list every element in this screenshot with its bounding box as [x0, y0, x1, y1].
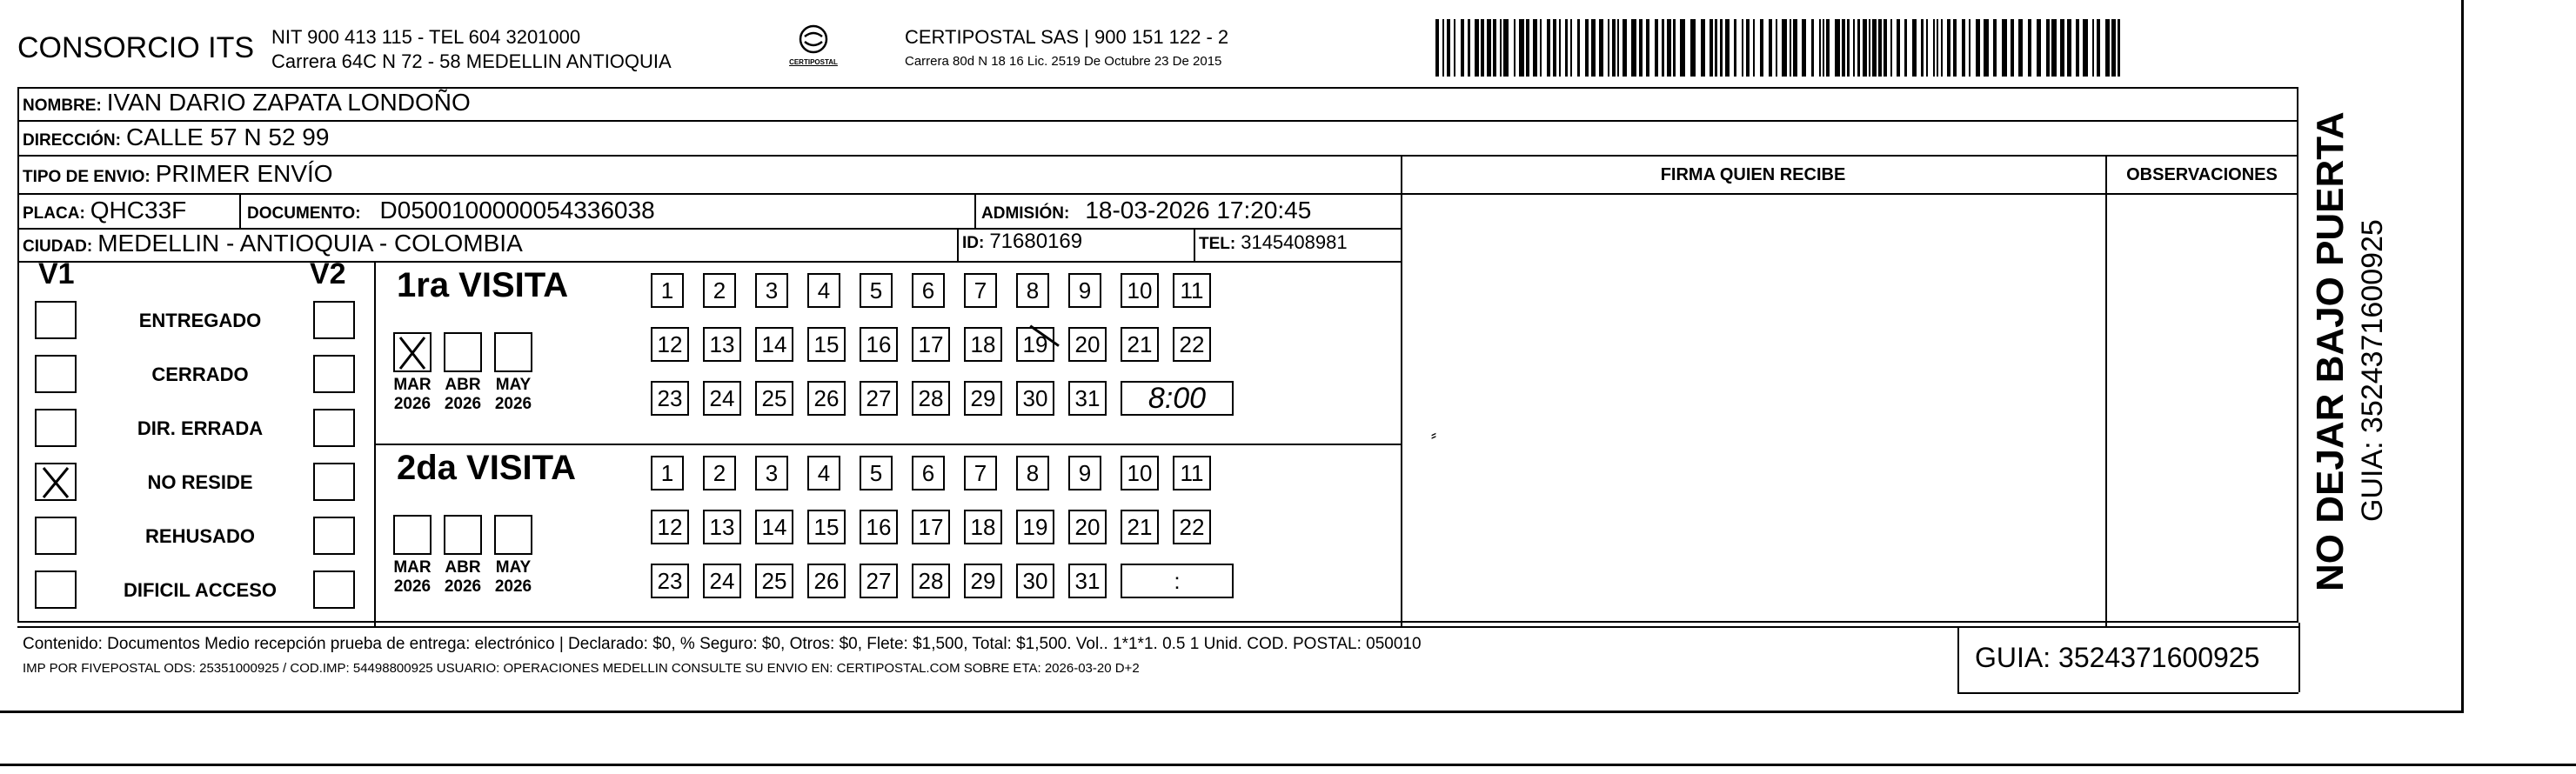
- tel-value: 3145408981: [1241, 231, 1348, 253]
- firma-header: FIRMA QUIEN RECIBE: [1660, 165, 1846, 184]
- day-box[interactable]: 3: [755, 273, 788, 308]
- month-year-label: [437, 376, 489, 414]
- signature-mark: ⸗: [1431, 426, 1436, 444]
- footer-contenido: Contenido: Documentos Medio recepción prueba de entrega: electrónico | Declarado: $0, % Seguro: $0, Otros: $0, Flete: $1,500, Total: $1,500. Vol.. 1*1*1. 0.5 1 Unid. COD. POSTAL: 050010: [23, 635, 1422, 653]
- placa-value: QHC33F: [90, 197, 187, 224]
- day-box[interactable]: 18: [964, 510, 1002, 544]
- v1-checkbox[interactable]: [35, 355, 77, 393]
- month-label: ABR: [445, 376, 481, 394]
- direccion-label: DIRECCIÓN:: [23, 131, 121, 150]
- day-box[interactable]: 5: [860, 456, 893, 490]
- carrier-line: CERTIPOSTAL SAS | 900 151 122 - 2: [905, 26, 1229, 48]
- status-label: REHUSADO: [145, 525, 255, 547]
- status-label: NO RESIDE: [147, 471, 253, 493]
- day-box[interactable]: 22: [1173, 510, 1211, 544]
- day-box[interactable]: 8: [1016, 456, 1049, 490]
- check-mark-icon: [395, 334, 430, 370]
- day-box[interactable]: 2: [703, 273, 736, 308]
- day-box[interactable]: 29: [964, 381, 1002, 416]
- month-year-label: [437, 558, 489, 597]
- tel-row: [1199, 231, 1348, 254]
- v1-label: V1: [38, 257, 75, 290]
- day-box[interactable]: 11: [1173, 456, 1211, 490]
- ciudad-row: [23, 230, 523, 257]
- day-box[interactable]: 19: [1016, 510, 1054, 544]
- day-box[interactable]: 8: [1016, 273, 1049, 308]
- direccion-value: CALLE 57 N 52 99: [125, 123, 330, 150]
- admision-row: [981, 197, 1311, 224]
- month-label: MAR: [393, 376, 432, 394]
- day-box[interactable]: 1: [651, 456, 684, 490]
- day-box[interactable]: 28: [912, 381, 950, 416]
- footer-guia: GUIA: 3524371600925: [1975, 642, 2260, 673]
- day-box[interactable]: 4: [807, 456, 840, 490]
- day-box[interactable]: 4: [807, 273, 840, 308]
- v2-label: V2: [310, 257, 346, 290]
- day-box[interactable]: 26: [807, 564, 846, 598]
- carrier-address: Carrera 80d N 18 16 Lic. 2519 De Octubre 23 De 2015: [905, 54, 1222, 69]
- year-label: 2026: [444, 395, 482, 413]
- day-box[interactable]: 30: [1016, 381, 1054, 416]
- day-box[interactable]: 14: [755, 327, 793, 362]
- day-box[interactable]: 21: [1121, 510, 1159, 544]
- v2-checkbox[interactable]: [313, 301, 355, 339]
- tel-label: TEL:: [1199, 235, 1236, 253]
- documento-label: DOCUMENTO:: [247, 204, 361, 223]
- month-year-label: [487, 376, 539, 414]
- day-box[interactable]: 29: [964, 564, 1002, 598]
- barcode: [1435, 19, 2131, 80]
- id-value: 71680169: [989, 230, 1083, 253]
- check-mark-icon: [37, 464, 75, 499]
- time-box[interactable]: :: [1121, 564, 1234, 598]
- day-box[interactable]: 1: [651, 273, 684, 308]
- day-box[interactable]: 16: [860, 510, 898, 544]
- placa-label: PLACA:: [23, 204, 85, 223]
- day-box[interactable]: 10: [1121, 273, 1159, 308]
- year-label: 2026: [393, 395, 432, 413]
- day-box[interactable]: 21: [1121, 327, 1159, 362]
- day-box[interactable]: 25: [755, 564, 793, 598]
- month-checkbox[interactable]: [393, 332, 432, 372]
- tipo-value: PRIMER ENVÍO: [155, 160, 333, 187]
- day-box[interactable]: 7: [964, 456, 997, 490]
- month-checkbox[interactable]: [444, 332, 482, 372]
- day-box[interactable]: 14: [755, 510, 793, 544]
- day-box[interactable]: 13: [703, 510, 741, 544]
- day-box[interactable]: 12: [651, 327, 689, 362]
- day-box[interactable]: 20: [1068, 327, 1107, 362]
- v2-checkbox[interactable]: [313, 570, 355, 609]
- day-box[interactable]: 5: [860, 273, 893, 308]
- day-box[interactable]: 23: [651, 564, 689, 598]
- day-box[interactable]: 6: [912, 456, 945, 490]
- day-strike-icon: [1014, 325, 1060, 369]
- day-box[interactable]: 10: [1121, 456, 1159, 490]
- day-box[interactable]: 30: [1016, 564, 1054, 598]
- day-box[interactable]: 16: [860, 327, 898, 362]
- month-year-label: [386, 376, 438, 414]
- day-box[interactable]: 12: [651, 510, 689, 544]
- day-box[interactable]: 28: [912, 564, 950, 598]
- day-box[interactable]: 15: [807, 510, 846, 544]
- day-box[interactable]: 31: [1068, 564, 1107, 598]
- v2-checkbox[interactable]: [313, 463, 355, 501]
- day-box[interactable]: 22: [1173, 327, 1211, 362]
- placa-row: [23, 197, 186, 224]
- side-guia: GUIA: 3524371600925: [2356, 219, 2389, 522]
- certipostal-logo: [787, 24, 840, 66]
- month-label: MAY: [495, 558, 532, 577]
- nombre-row: [23, 89, 471, 117]
- year-label: 2026: [393, 577, 432, 596]
- status-label: DIR. ERRADA: [137, 417, 264, 439]
- day-box[interactable]: 24: [703, 564, 741, 598]
- day-box[interactable]: 18: [964, 327, 1002, 362]
- day-box[interactable]: 26: [807, 381, 846, 416]
- day-box[interactable]: 17: [912, 510, 950, 544]
- status-label: ENTREGADO: [138, 310, 262, 331]
- v1-checkbox[interactable]: [35, 301, 77, 339]
- day-box[interactable]: 3: [755, 456, 788, 490]
- v2-checkbox[interactable]: [313, 355, 355, 393]
- v1-checkbox[interactable]: [35, 409, 77, 447]
- v1-checkbox[interactable]: [35, 517, 77, 555]
- year-label: 2026: [494, 395, 532, 413]
- tipo-label: TIPO DE ENVIO:: [23, 168, 151, 186]
- day-box[interactable]: 24: [703, 381, 741, 416]
- month-year-label: [386, 558, 438, 597]
- month-checkbox[interactable]: [444, 515, 482, 555]
- day-box[interactable]: 27: [860, 564, 898, 598]
- admision-value: 18-03-2026 17:20:45: [1085, 197, 1312, 224]
- day-box[interactable]: 31: [1068, 381, 1107, 416]
- day-box[interactable]: 20: [1068, 510, 1107, 544]
- id-row: [962, 230, 1082, 254]
- visit1-title: 1ra VISITA: [397, 266, 569, 304]
- month-checkbox[interactable]: [494, 332, 532, 372]
- company-address: Carrera 64C N 72 - 58 MEDELLIN ANTIOQUIA: [271, 50, 672, 72]
- ciudad-label: CIUDAD:: [23, 237, 93, 256]
- day-box[interactable]: 9: [1068, 456, 1101, 490]
- observaciones-header: OBSERVACIONES: [2126, 165, 2278, 184]
- documento-value: D0500100000054336038: [379, 197, 655, 224]
- day-box[interactable]: 11: [1173, 273, 1211, 308]
- logo-text: CERTIPOSTAL: [789, 58, 838, 66]
- documento-row: [247, 197, 655, 224]
- logo-icon: [794, 24, 833, 54]
- month-label: MAY: [495, 376, 532, 394]
- day-box[interactable]: 23: [651, 381, 689, 416]
- status-label: CERRADO: [151, 364, 249, 385]
- day-box[interactable]: 17: [912, 327, 950, 362]
- day-box[interactable]: 9: [1068, 273, 1101, 308]
- nombre-value: IVAN DARIO ZAPATA LONDOÑO: [106, 89, 471, 116]
- time-box[interactable]: 8:00: [1121, 381, 1234, 416]
- day-box[interactable]: 27: [860, 381, 898, 416]
- year-label: 2026: [494, 577, 532, 596]
- ciudad-value: MEDELLIN - ANTIOQUIA - COLOMBIA: [97, 230, 523, 257]
- admision-label: ADMISIÓN:: [981, 204, 1070, 223]
- month-label: MAR: [393, 558, 432, 577]
- month-year-label: [487, 558, 539, 597]
- day-box[interactable]: 2: [703, 456, 736, 490]
- day-box[interactable]: 25: [755, 381, 793, 416]
- nombre-label: NOMBRE:: [23, 97, 102, 115]
- v2-checkbox[interactable]: [313, 517, 355, 555]
- tipo-row: [23, 160, 333, 188]
- footer-imp: IMP POR FIVEPOSTAL ODS: 25351000925 / COD.IMP: 54498800925 USUARIO: OPERACIONES MEDELLIN CONSULTE SU ENVIO EN: CERTIPOSTAL.COM SOBRE ETA: 2026-03-20 D+2: [23, 661, 1140, 676]
- bottom-rule: [0, 764, 2576, 766]
- side-warning: NO DEJAR BAJO PUERTA: [2309, 111, 2352, 591]
- v1-checkbox[interactable]: [35, 570, 77, 609]
- direccion-row: [23, 123, 329, 151]
- month-checkbox[interactable]: [393, 515, 432, 555]
- company-name: CONSORCIO ITS: [17, 31, 255, 64]
- day-box[interactable]: 15: [807, 327, 846, 362]
- year-label: 2026: [444, 577, 482, 596]
- visit2-title: 2da VISITA: [397, 449, 576, 487]
- day-box[interactable]: 6: [912, 273, 945, 308]
- nit-line: NIT 900 413 115 - TEL 604 3201000: [271, 26, 581, 48]
- status-label: DIFICIL ACCESO: [123, 579, 277, 601]
- month-label: ABR: [445, 558, 481, 577]
- day-box[interactable]: 13: [703, 327, 741, 362]
- day-box[interactable]: 7: [964, 273, 997, 308]
- day-box[interactable]: 19: [1016, 327, 1054, 362]
- month-checkbox[interactable]: [494, 515, 532, 555]
- id-label: ID:: [962, 234, 985, 252]
- v1-checkbox[interactable]: [35, 463, 77, 501]
- v2-checkbox[interactable]: [313, 409, 355, 447]
